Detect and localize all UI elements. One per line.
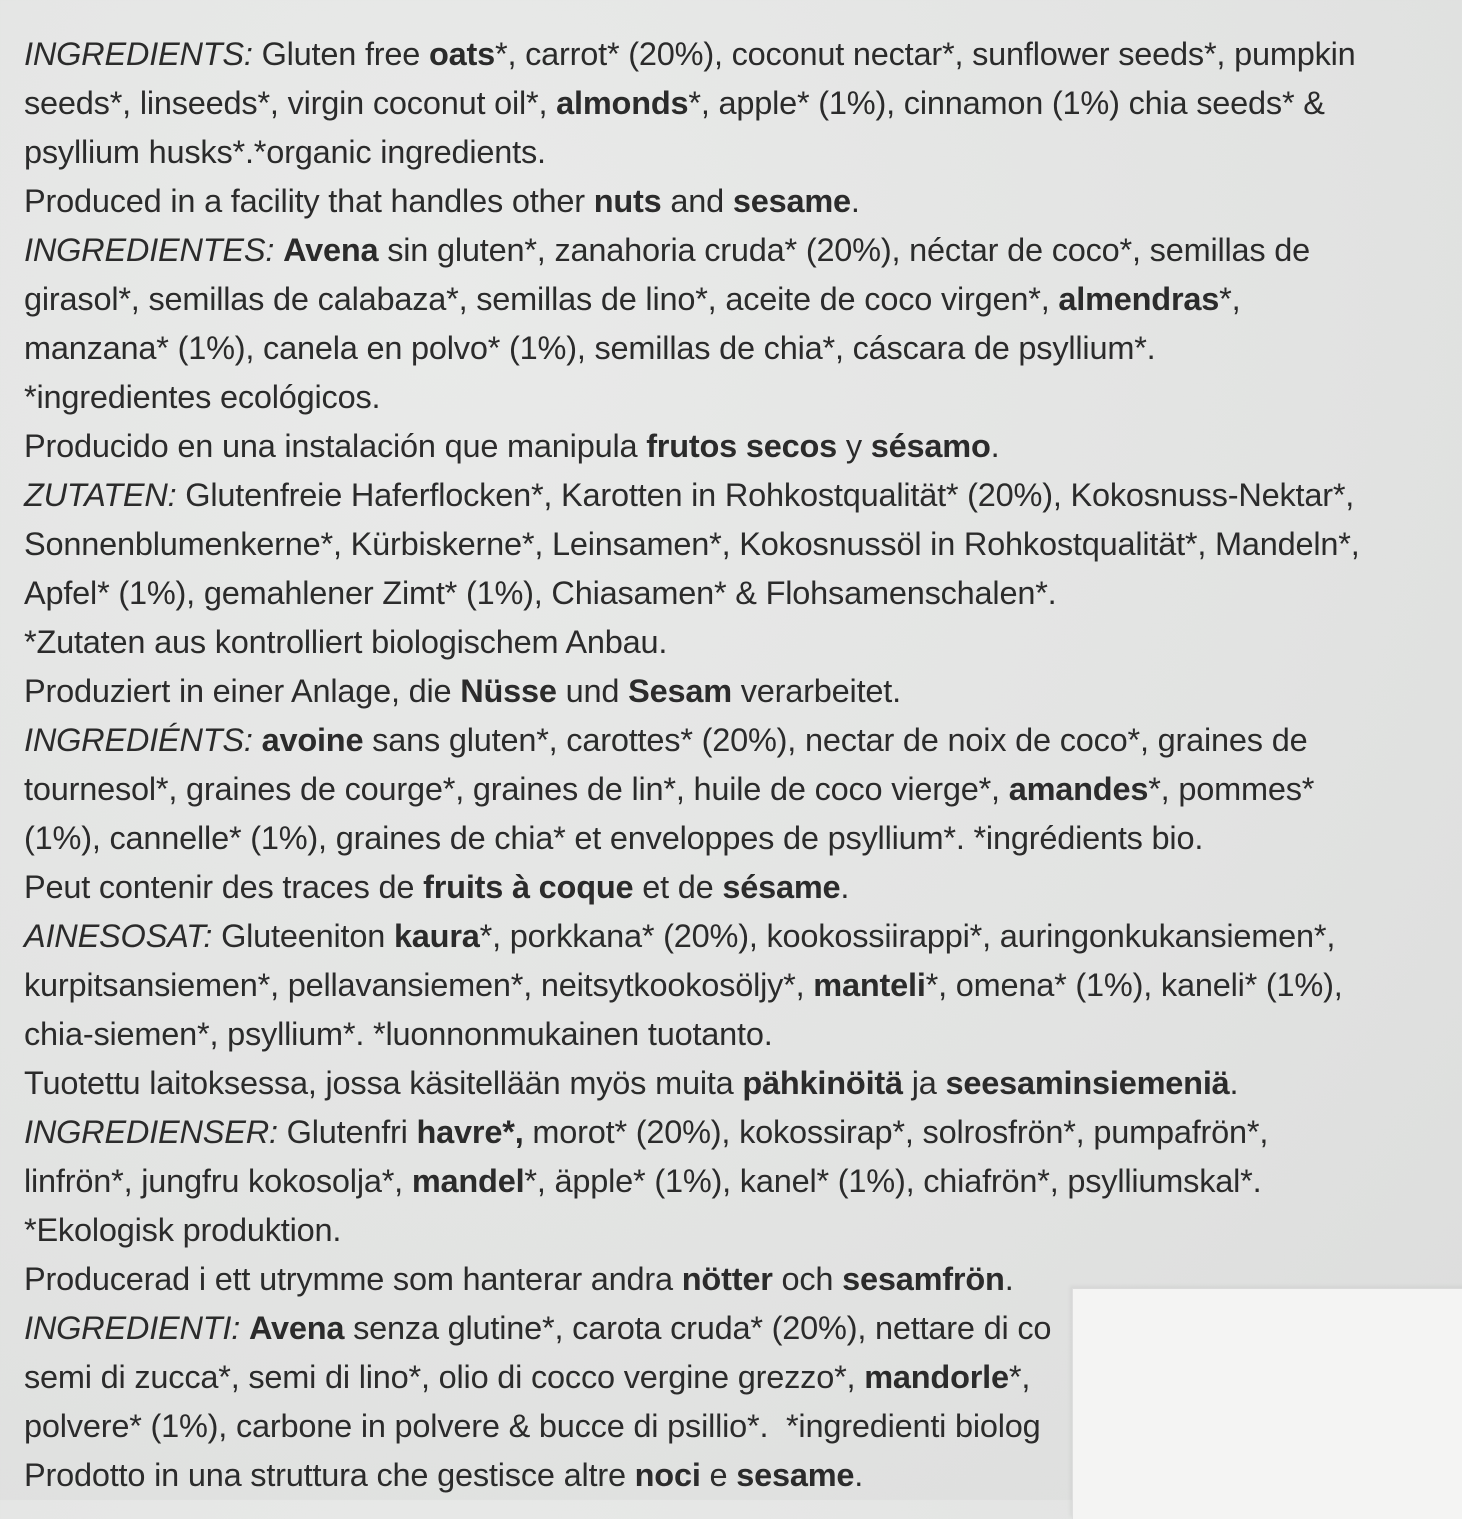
allergen-text: noci — [634, 1457, 701, 1493]
allergen-text: avoine — [261, 722, 364, 758]
ingredient-text: y — [837, 428, 871, 464]
allergen-text: Avena — [248, 1310, 345, 1346]
ingredient-text: Sonnenblumenkerne*, Kürbiskerne*, Leinsamen*, Kokosnussöl in Rohkostqualität*, Mandeln*, — [24, 526, 1360, 562]
ingredient-text: Prodotto in una struttura che gestisce altre — [24, 1457, 635, 1493]
white-sticker-overlay — [1072, 1288, 1462, 1519]
allergen-text: pähkinöitä — [742, 1065, 903, 1101]
ingredient-text: *, — [1219, 281, 1241, 317]
ingredient-text — [274, 232, 283, 268]
ingredient-text: verarbeitet. — [731, 673, 901, 709]
ingredient-text: *, porkkana* (20%), kookossiirappi*, auringonkukansiemen*, — [479, 918, 1336, 954]
ingredient-text: chia-siemen*, psyllium*. *luonnonmukainen tuotanto. — [24, 1016, 773, 1052]
ingredient-text: kurpitsansiemen*, pellavansiemen*, neitsytkookosöljy*, — [24, 967, 814, 1003]
ingredient-text: . — [1229, 1065, 1239, 1101]
ingredient-text: Glutenfreie Haferflocken*, Karotten in Rohkostqualität* (20%), Kokosnuss-Nektar*, — [176, 477, 1355, 513]
ingredient-text: girasol*, semillas de calabaza*, semillas de lino*, aceite de coco virgen*, — [24, 281, 1059, 317]
label-line — [24, 814, 1444, 863]
ingredient-text: senza glutine*, carota cruda* (20%), nettare di co — [344, 1310, 1052, 1346]
ingredient-text: Produziert in einer Anlage, die — [24, 673, 461, 709]
label-line — [24, 569, 1444, 618]
allergen-text: amandes — [1008, 771, 1149, 807]
ingredient-text: manzana* (1%), canela en polvo* (1%), semillas de chia*, cáscara de psyllium*. — [24, 330, 1156, 366]
ingredient-text: Tuotettu laitoksessa, jossa käsitellään myös muita — [24, 1065, 743, 1101]
label-line — [24, 912, 1444, 961]
ingredient-text: . — [854, 1457, 864, 1493]
allergen-text: sésame — [722, 869, 841, 905]
ingredient-text: sans gluten*, carottes* (20%), nectar de noix de coco*, graines de — [363, 722, 1308, 758]
language-heading: INGREDIENTI: — [24, 1310, 241, 1346]
ingredient-text: seeds*, linseeds*, virgin coconut oil*, — [24, 85, 557, 121]
ingredient-text: *, pommes* — [1148, 771, 1315, 807]
ingredient-text: semi di zucca*, semi di lino*, olio di cocco vergine grezzo*, — [24, 1359, 865, 1395]
label-line — [24, 520, 1444, 569]
label-line — [24, 275, 1444, 324]
ingredient-text: . — [990, 428, 1000, 464]
language-heading: INGREDIENSER: — [24, 1114, 278, 1150]
label-line — [24, 1206, 1444, 1255]
ingredient-text: *Zutaten aus kontrolliert biologischem Anbau. — [24, 624, 668, 660]
label-line — [24, 30, 1444, 79]
ingredient-text — [253, 722, 262, 758]
language-heading: INGREDIENTES: — [24, 232, 275, 268]
ingredient-text: Peut contenir des traces de — [24, 869, 424, 905]
allergen-text: Nüsse — [460, 673, 557, 709]
ingredient-text: et de — [633, 869, 723, 905]
label-line — [24, 863, 1444, 912]
ingredient-text: . — [850, 183, 860, 219]
label-line — [24, 226, 1444, 275]
ingredient-text: e — [700, 1457, 737, 1493]
ingredient-text: Producido en una instalación que manipula — [24, 428, 647, 464]
allergen-text: Sesam — [628, 673, 732, 709]
ingredient-text: Producerad i ett utrymme som hanterar andra — [24, 1261, 682, 1297]
ingredient-text: *, omena* (1%), kaneli* (1%), — [925, 967, 1343, 1003]
ingredient-text: sin gluten*, zanahoria cruda* (20%), néctar de coco*, semillas de — [378, 232, 1311, 268]
ingredient-text: polvere* (1%), carbone in polvere & bucce di psillio*. *ingredienti biolog — [24, 1408, 1041, 1444]
label-line — [24, 1108, 1444, 1157]
ingredient-text: morot* (20%), kokossirap*, solrosfrön*, pumpafrön*, — [523, 1114, 1269, 1150]
allergen-text: mandorle — [864, 1359, 1009, 1395]
ingredient-text: tournesol*, graines de courge*, graines de lin*, huile de coco vierge*, — [24, 771, 1009, 807]
allergen-text: frutos secos — [646, 428, 838, 464]
allergen-text: fruits à coque — [423, 869, 634, 905]
ingredient-text: Gluten free — [252, 36, 429, 72]
label-line — [24, 716, 1444, 765]
ingredient-text: Glutenfri — [277, 1114, 417, 1150]
ingredient-text: *, äpple* (1%), kanel* (1%), chiafrön*, psylliumskal*. — [524, 1163, 1262, 1199]
allergen-text: sesamfrön — [842, 1261, 1005, 1297]
ingredient-text: linfrön*, jungfru kokosolja*, — [24, 1163, 412, 1199]
label-line — [24, 177, 1444, 226]
ingredient-text: psyllium husks*.*organic ingredients. — [24, 134, 546, 170]
ingredient-text: ja — [902, 1065, 946, 1101]
allergen-text: oats — [428, 36, 496, 72]
allergen-text: havre*, — [416, 1114, 524, 1150]
label-line — [24, 667, 1444, 716]
ingredient-text: *ingredientes ecológicos. — [24, 379, 381, 415]
ingredient-text: *, apple* (1%), cinnamon (1%) chia seeds* & — [688, 85, 1325, 121]
allergen-text: kaura — [393, 918, 480, 954]
label-line — [24, 79, 1444, 128]
allergen-text: nötter — [681, 1261, 773, 1297]
allergen-text: mandel — [411, 1163, 525, 1199]
ingredient-text: och — [772, 1261, 843, 1297]
allergen-text: sesame — [732, 183, 851, 219]
label-line — [24, 422, 1444, 471]
language-heading: INGREDIÉNTS: — [24, 722, 253, 758]
allergen-text: manteli — [813, 967, 926, 1003]
label-line — [24, 1059, 1444, 1108]
label-line — [24, 324, 1444, 373]
allergen-text: almendras — [1058, 281, 1220, 317]
ingredient-text: . — [1004, 1261, 1014, 1297]
ingredient-text: *, carrot* (20%), coconut nectar*, sunflower seeds*, pumpkin — [495, 36, 1356, 72]
ingredient-text: *, — [1008, 1359, 1031, 1395]
ingredient-text: Apfel* (1%), gemahlener Zimt* (1%), Chiasamen* & Flohsamenschalen*. — [24, 575, 1057, 611]
label-line — [24, 128, 1444, 177]
label-line — [24, 961, 1444, 1010]
ingredient-text: Produced in a facility that handles other — [24, 183, 594, 219]
language-heading: ZUTATEN: — [24, 477, 177, 513]
allergen-text: sésamo — [870, 428, 991, 464]
ingredient-text: . — [840, 869, 850, 905]
allergen-text: nuts — [593, 183, 662, 219]
label-line — [24, 1010, 1444, 1059]
ingredient-text — [240, 1310, 249, 1346]
label-line — [24, 1157, 1444, 1206]
label-line — [24, 765, 1444, 814]
label-line — [24, 618, 1444, 667]
language-heading: AINESOSAT: — [24, 918, 213, 954]
language-heading: INGREDIENTS: — [24, 36, 253, 72]
ingredient-text: Gluteeniton — [212, 918, 394, 954]
ingredient-text: and — [661, 183, 733, 219]
allergen-text: sesame — [736, 1457, 855, 1493]
ingredients-label — [24, 30, 1444, 1500]
ingredient-text: (1%), cannelle* (1%), graines de chia* et enveloppes de psyllium*. *ingrédients bio. — [24, 820, 1204, 856]
label-line — [24, 471, 1444, 520]
ingredient-text: *Ekologisk produktion. — [24, 1212, 342, 1248]
allergen-text: seesaminsiemeniä — [945, 1065, 1230, 1101]
allergen-text: Avena — [283, 232, 379, 268]
allergen-text: almonds — [556, 85, 689, 121]
ingredient-text: und — [556, 673, 629, 709]
label-line — [24, 373, 1444, 422]
